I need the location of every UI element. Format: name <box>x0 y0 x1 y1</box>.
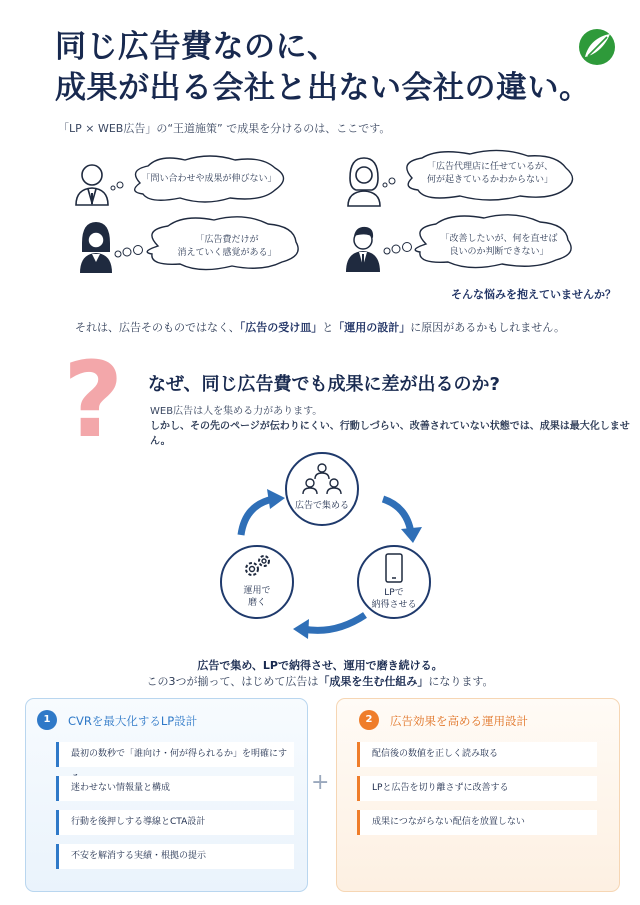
worry-bubble-4 <box>424 233 574 259</box>
cause-text: それは、広告そのものではなく、 <box>75 321 240 334</box>
card-title: CVRを最大化するLP設計 <box>68 714 198 728</box>
worries-question: そんな悩みを抱えていませんか？ <box>451 288 616 301</box>
person-woman-filled-icon <box>80 222 112 273</box>
thought-dot <box>403 243 412 252</box>
summary-text: になります。 <box>428 675 494 688</box>
summary-emphasis: 「成果を生む仕組み」 <box>318 675 429 688</box>
cycle-node-ads <box>285 452 359 526</box>
thought-dot <box>392 245 400 253</box>
cycle-node-ops <box>220 545 294 619</box>
worry-bubble-3 <box>158 234 296 260</box>
person-woman-outline-icon <box>348 158 380 206</box>
card-item: 迷わせない情報量と構成 <box>56 776 294 801</box>
card-number-badge: 2 <box>359 710 379 730</box>
thought-dot <box>115 251 121 257</box>
cycle-label-ops-2: 磨く <box>247 598 266 608</box>
card-item: 最初の数秒で「誰向け・何が得られるか」を明確にす <box>56 742 294 767</box>
worry-bubble-2 <box>412 161 568 187</box>
thought-dot <box>389 178 395 184</box>
title-line-1: 同じ広告費なのに、 <box>55 29 339 65</box>
summary-line-1: 広告で集め、LPで納得させ、運用で磨き続ける。 <box>197 659 443 672</box>
cycle-label-ops-1: 運用で <box>243 586 271 596</box>
person-man-outline-icon <box>76 165 108 205</box>
why-body-line: しかし、その先のページが伝わりにくい、行動しづらい、改善されていない状態では、成果は最大化しません。 <box>150 421 630 447</box>
card-ad-ops-design <box>336 698 620 892</box>
cycle-arrow-bottom <box>303 615 365 630</box>
why-body <box>150 404 640 449</box>
cycle-label-ads: 広告で集める <box>294 501 349 511</box>
arrow-head <box>401 527 422 543</box>
cause-text: に原因があるかもしれません。 <box>410 321 565 334</box>
cause-statement <box>0 319 640 335</box>
summary-line-2 <box>0 673 640 689</box>
card-item: 成果につながらない配信を放置しない <box>357 810 597 835</box>
why-body-line: WEB広告は人を集める力があります。 <box>150 406 323 417</box>
card-item: 配信後の数値を正しく読み取る <box>357 742 597 767</box>
arrow-head <box>267 489 285 509</box>
cause-emphasis: 「広告の受け皿」 <box>239 321 323 334</box>
summary-text: この3つが揃って、はじめて広告は <box>146 675 319 688</box>
thought-dot <box>117 182 123 188</box>
thought-dot <box>134 246 143 255</box>
worry-bubble-1 <box>140 173 278 186</box>
leaf-logo-icon <box>576 26 618 68</box>
people-group-icon <box>300 462 344 496</box>
worry-text: 良いのか判断できない」 <box>449 247 549 257</box>
arrow-head <box>293 619 309 639</box>
card-lp-design <box>25 698 308 892</box>
worry-text: 消えていく感覚がある」 <box>177 248 277 258</box>
thought-dot <box>383 183 387 187</box>
card-item: 行動を後押しする導線とCTA設計 <box>56 810 294 835</box>
plus-sign: + <box>311 770 330 795</box>
card-title: 広告効果を高める運用設計 <box>390 714 528 728</box>
worry-text: 「広告費だけが <box>195 235 259 245</box>
thought-dot <box>123 248 131 256</box>
cause-emphasis: 「運用の設計」 <box>333 321 411 334</box>
worry-text: 「広告代理店に任せているが、 <box>426 162 553 172</box>
worry-text: 「改善したいが、何を直せば <box>440 234 558 244</box>
cycle-arrow-right-top <box>383 499 411 533</box>
person-man-filled-icon <box>346 227 380 272</box>
cycle-node-lp <box>357 545 431 619</box>
worry-text: 「問い合わせや成果が伸びない」 <box>141 174 277 184</box>
gears-icon <box>240 553 274 581</box>
card-number-badge: 1 <box>37 710 57 730</box>
smartphone-icon <box>384 553 404 583</box>
thought-dot <box>111 186 115 190</box>
cause-text: と <box>322 321 334 334</box>
title-line-2: 成果が出る会社と出ない会社の違い。 <box>55 70 591 106</box>
worry-text: 何が起きているかわからない」 <box>426 175 553 185</box>
card-item: LPと広告を切り離さずに改善する <box>357 776 597 801</box>
cycle-arrow-left-top <box>241 499 273 535</box>
page-title <box>55 27 591 109</box>
subtitle: 「LP × WEB広告」の“王道施策” で成果を分けるのは、ここです。 <box>58 122 391 135</box>
thought-dot <box>384 248 390 254</box>
cycle-label-lp-1: LPで <box>384 588 404 598</box>
why-heading: なぜ、同じ広告費でも成果に差が出るのか? <box>148 374 500 395</box>
cycle-label-lp-2: 納得させる <box>371 600 417 610</box>
card-item: 不安を解消する実績・根拠の提示 <box>56 844 294 869</box>
question-mark-icon: ? <box>63 339 124 461</box>
